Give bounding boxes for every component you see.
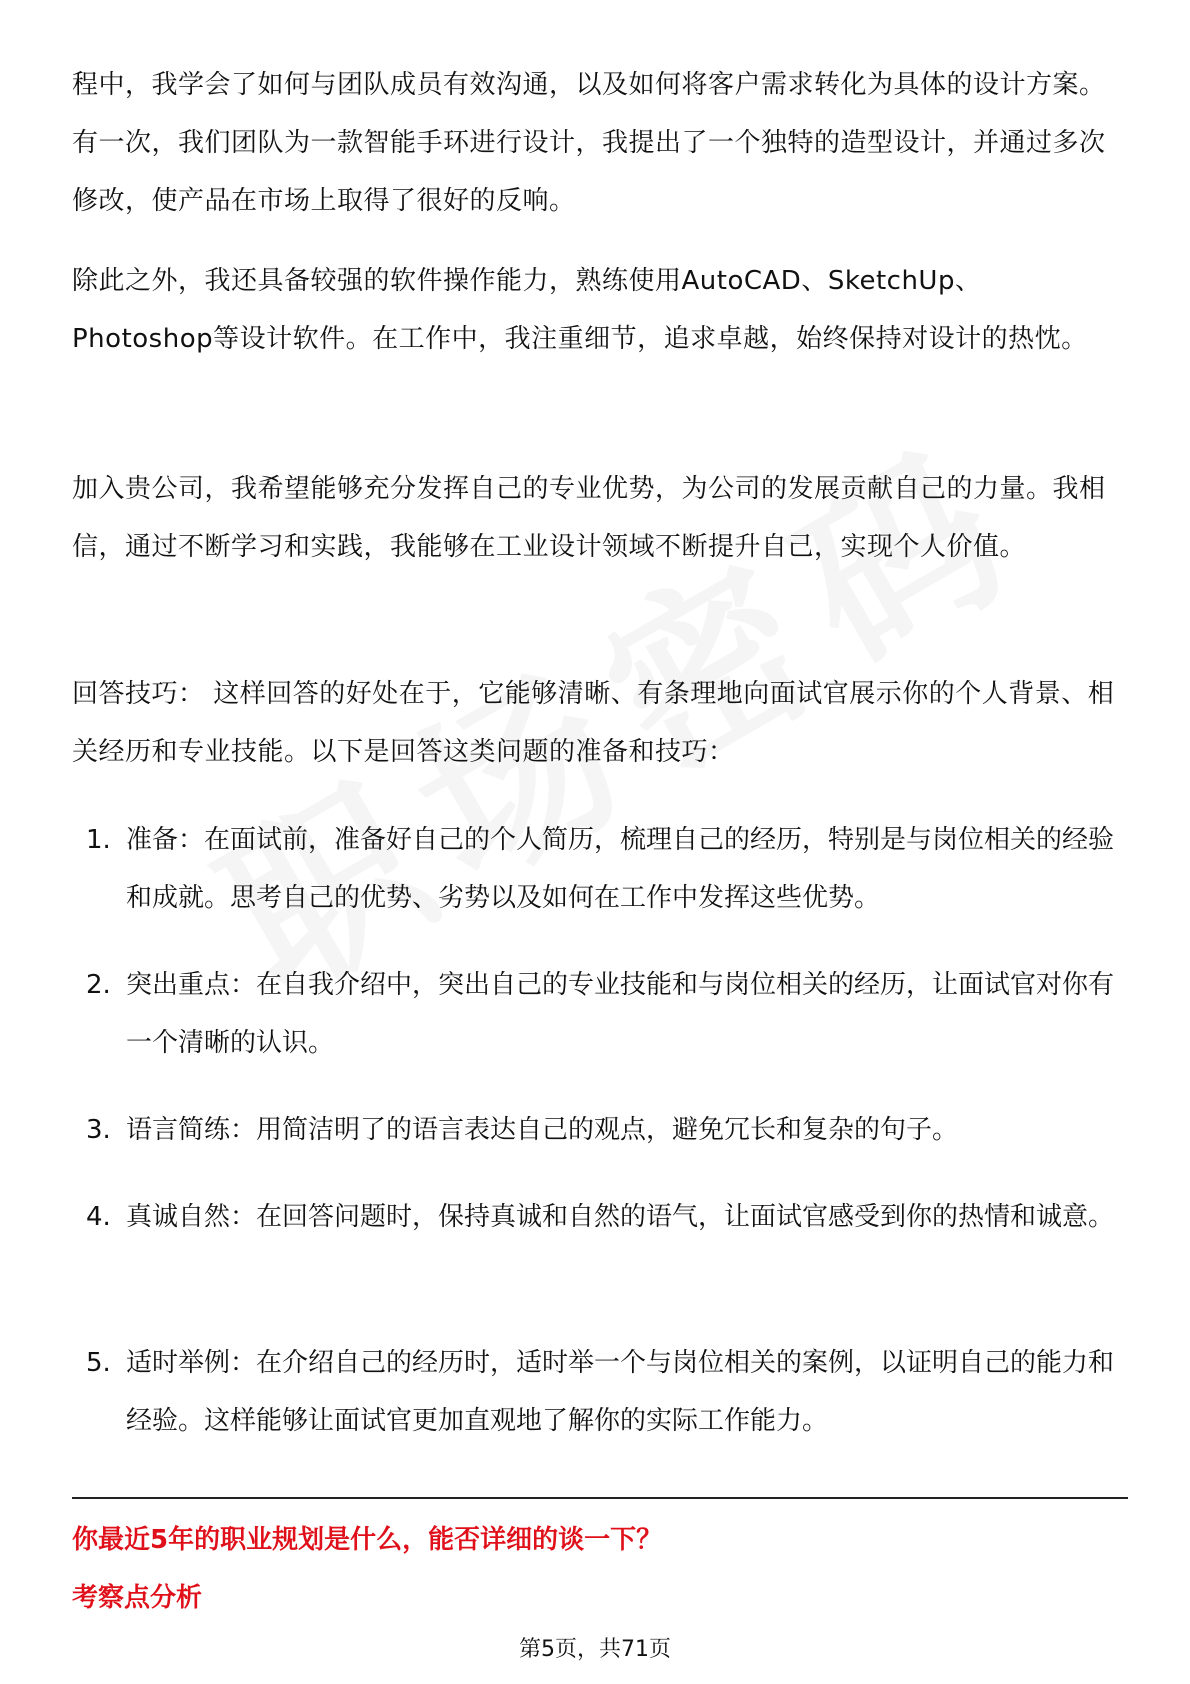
list-item-text: 适时举例：在介绍自己的经历时，适时举一个与岗位相关的案例，以证明自己的能力和经验。这样能够让面试官更加直观地了解你的实际工作能力。 (126, 1348, 1115, 1436)
paragraph-text: 程中，我学会了如何与团队成员有效沟通，以及如何将客户需求转化为具体的设计方案。有一次，我们团队为一款智能手环进行设计，我提出了一个独特的造型设计，并通过多次修改，使产品在市场上取得了很好的反响。 (72, 70, 1106, 216)
paragraph-software-skills (72, 252, 1122, 368)
paragraph-text: 回答技巧： 这样回答的好处在于，它能够清晰、有条理地向面试官展示你的个人背景、相关经历和专业技能。以下是回答这类问题的准备和技巧： (72, 679, 1115, 767)
list-item-text: 突出重点：在自我介绍中，突出自己的专业技能和与岗位相关的经历，让面试官对你有一个清晰的认识。 (126, 970, 1115, 1058)
list-number: 3. (86, 1115, 111, 1145)
list-item-text: 语言简练：用简洁明了的语言表达自己的观点，避免冗长和复杂的句子。 (126, 1115, 959, 1145)
tip-list-item-2 (72, 956, 1122, 1072)
paragraph-experience (72, 56, 1122, 230)
tip-list-item-1 (72, 811, 1122, 927)
page-number-footer: 第5页，共71页 (519, 1637, 671, 1662)
list-number: 5. (86, 1348, 111, 1378)
tip-list-item-3 (72, 1101, 1122, 1159)
list-number: 1. (86, 825, 111, 855)
tip-list-item-5 (72, 1334, 1122, 1450)
analysis-section-heading: 考察点分析 (72, 1583, 203, 1613)
paragraph-answer-tips (72, 665, 1122, 781)
tip-list-item-4 (72, 1188, 1122, 1246)
paragraph-goal (72, 460, 1122, 576)
list-number: 2. (86, 970, 111, 1000)
list-item-text: 真诚自然：在回答问题时，保持真诚和自然的语气，让面试官感受到你的热情和诚意。 (126, 1202, 1115, 1232)
list-item-text: 准备：在面试前，准备好自己的个人简历，梳理自己的经历，特别是与岗位相关的经验和成就。思考自己的优势、劣势以及如何在工作中发挥这些优势。 (126, 825, 1115, 913)
section-divider (72, 1497, 1128, 1499)
interview-question-heading: 你最近5年的职业规划是什么，能否详细的谈一下？ (72, 1525, 663, 1555)
list-number: 4. (86, 1202, 111, 1232)
paragraph-text: 除此之外，我还具备较强的软件操作能力，熟练使用AutoCAD、SketchUp、Photoshop等设计软件。在工作中，我注重细节，追求卓越，始终保持对设计的热忱。 (72, 266, 1088, 354)
paragraph-text: 加入贵公司，我希望能够充分发挥自己的专业优势，为公司的发展贡献自己的力量。我相信，通过不断学习和实践，我能够在工业设计领域不断提升自己，实现个人价值。 (72, 474, 1106, 562)
